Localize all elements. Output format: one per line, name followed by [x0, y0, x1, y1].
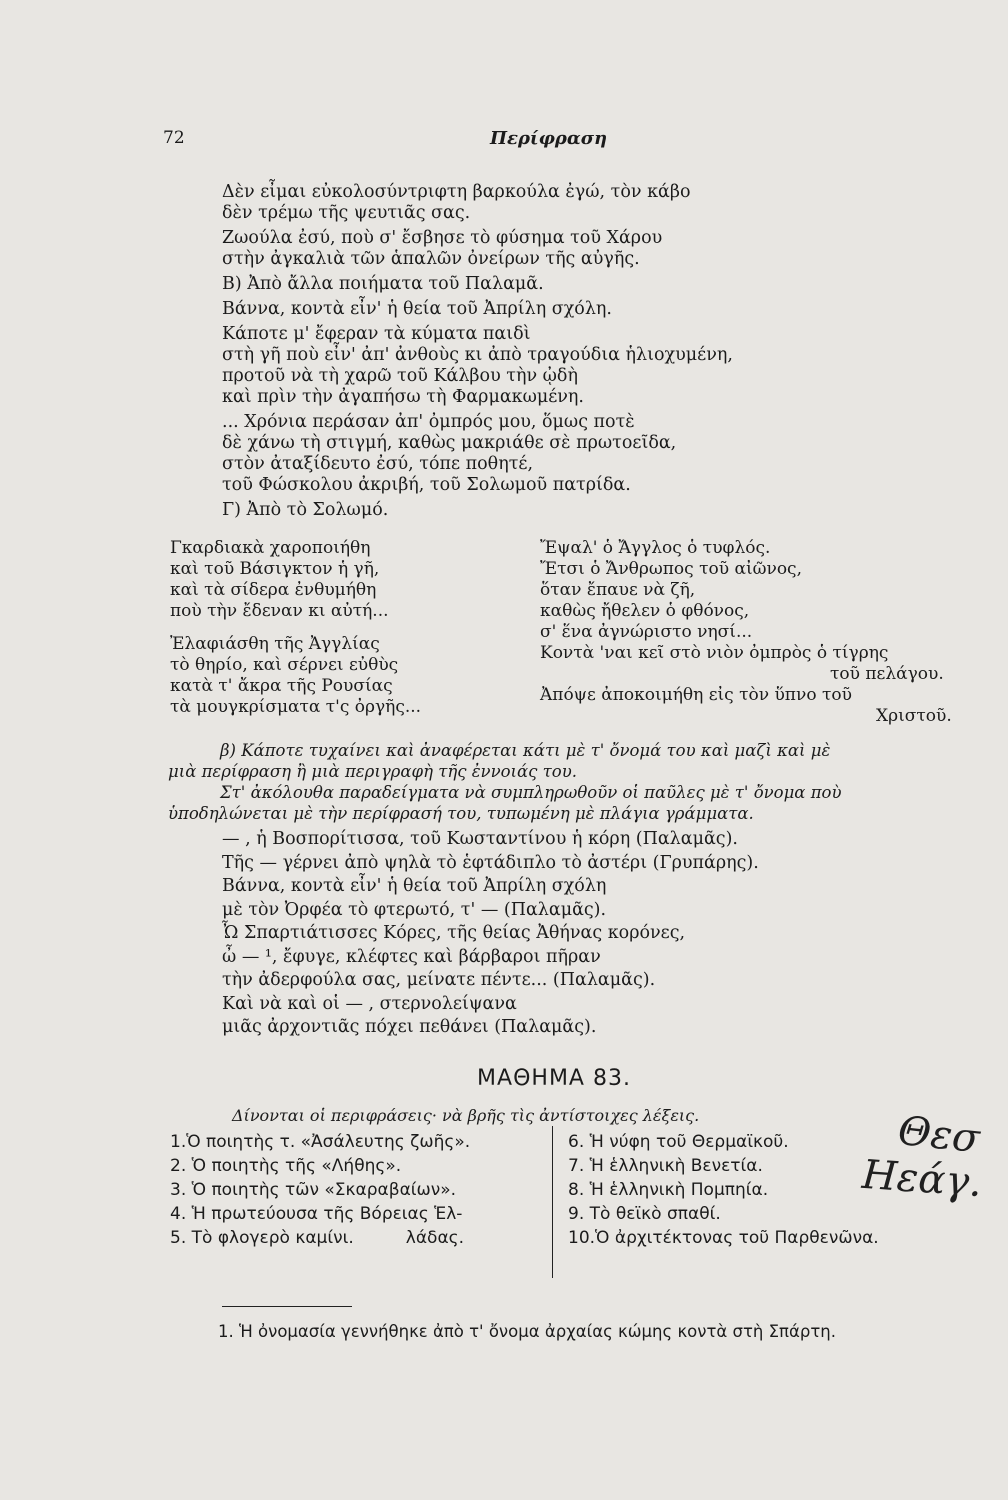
- verse-line: Κοντὰ 'ναι κεῖ στὸ νιὸν ὀμπρὸς ὁ τίγρης: [540, 643, 889, 663]
- verse-line: Ἔψαλ' ὁ Ἄγγλος ὁ τυφλός.: [540, 538, 771, 558]
- example-line: ὦ — ¹, ἔφυγε, κλέφτες καὶ βάρβαροι πῆραν: [222, 946, 601, 967]
- verse-line: Βάννα, κοντὰ εἶν' ἡ θεία τοῦ Ἀπρίλη σχόλη.: [222, 299, 612, 319]
- lesson-instruction: Δίνονται οἱ περιφράσεις· νὰ βρῆς τὶς ἀντίστοιχες λέξεις.: [232, 1106, 700, 1125]
- verse-line: καὶ τοῦ Βάσιγκτον ἡ γῆ,: [170, 559, 380, 579]
- paragraph-line: β) Κάποτε τυχαίνει καὶ ἀναφέρεται κάτι μὲ τ' ὄνομά του καὶ μαζὶ καὶ μὲ: [220, 741, 831, 760]
- verse-line: τὸ θηρίο, καὶ σέρνει εὐθὺς: [170, 655, 399, 675]
- paragraph-line: ὑποδηλώνεται μὲ τὴν περίφρασή του, τυπωμένη μὲ πλάγια γράμματα.: [168, 804, 754, 823]
- page-number: 72: [163, 128, 185, 148]
- exercise-left-list: [170, 1130, 470, 1250]
- verse-line: ποὺ τὴν ἔδεναν κι αὐτή...: [170, 601, 389, 621]
- example-line: Βάννα, κοντὰ εἶν' ἡ θεία τοῦ Ἀπρίλη σχόλη: [222, 876, 607, 896]
- lesson-title: ΜΑΘΗΜΑ 83.: [477, 1066, 631, 1091]
- verse-line: καὶ τὰ σίδερα ἐνθυμήθη: [170, 580, 377, 600]
- exercise-item: 4. Ἡ πρωτεύουσα τῆς Βόρειας Ἑλ-: [170, 1204, 463, 1224]
- verse-line: κατὰ τ' ἄκρα τῆς Ρουσίας: [170, 676, 393, 696]
- verse-line: Κάποτε μ' ἔφεραν τὰ κύματα παιδὶ: [222, 324, 531, 344]
- verse-line: προτοῦ νὰ τὴ χαρῶ τοῦ Κάλβου τὴν ᾠδὴ: [222, 366, 578, 386]
- exercise-item: 7. Ἡ ἑλληνικὴ Βενετία.: [568, 1156, 763, 1176]
- footnote: 1. Ἡ ὀνομασία γεννήθηκε ἀπὸ τ' ὄνομα ἀρχαίας κώμης κοντὰ στὴ Σπάρτη.: [218, 1322, 836, 1341]
- column-divider: [552, 1126, 553, 1278]
- section-heading: Γ) Ἀπὸ τὸ Σολωμό.: [222, 500, 389, 520]
- exercise-item: 1.Ὁ ποιητὴς τ. «Ἀσάλευτης ζωῆς».: [170, 1132, 471, 1152]
- verse-line: Ἀπόψε ἀποκοιμήθη εἰς τὸν ὕπνο τοῦ: [540, 685, 852, 705]
- intro-verses: [222, 182, 733, 521]
- verse-line: Ἔτσι ὁ Ἄνθρωπος τοῦ αἰῶνος,: [540, 559, 802, 579]
- section-b-paragraph: [168, 740, 958, 824]
- exercise-item: 3. Ὁ ποιητὴς τῶν «Σκαραβαίων».: [170, 1180, 457, 1200]
- exercise-item: 5. Τὸ φλογερὸ καμίνι. λάδας.: [170, 1228, 465, 1248]
- solomos-right-column: [540, 538, 952, 727]
- solomos-left-column: [170, 538, 421, 718]
- handwritten-note: Θεσ: [895, 1107, 982, 1163]
- exercise-item: 2. Ὁ ποιητὴς τῆς «Λήθης».: [170, 1156, 402, 1176]
- running-title: Περίφραση: [490, 128, 608, 149]
- verse-line: Ἐλαφιάσθη τῆς Ἀγγλίας: [170, 634, 380, 654]
- exercise-item: 6. Ἡ νύφη τοῦ Θερμαϊκοῦ.: [568, 1132, 789, 1152]
- examples-block: [222, 828, 759, 1040]
- verse-line: σ' ἕνα ἀγνώριστο νησί...: [540, 622, 753, 642]
- exercise-item: 9. Τὸ θεϊκὸ σπαθί.: [568, 1204, 721, 1224]
- example-line: — , ἡ Βοσπορίτισσα, τοῦ Κωσταντίνου ἡ κόρη (Παλαμᾶς).: [222, 829, 738, 849]
- exercise-right-list: [568, 1130, 879, 1250]
- verse-line: δὲν τρέμω τῆς ψευτιᾶς σας.: [222, 203, 471, 223]
- lesson-title-row: [0, 1066, 1008, 1091]
- verse-line: δὲ χάνω τὴ στιγμή, καθὼς μακριάθε σὲ πρωτοεῖδα,: [222, 433, 677, 453]
- paragraph-line: Στ' ἀκόλουθα παραδείγματα νὰ συμπληρωθοῦν οἱ παῦλες μὲ τ' ὄνομα ποὺ: [220, 783, 842, 802]
- verse-line: ὅταν ἔπαυε νὰ ζῆ,: [540, 580, 696, 600]
- verse-line: στὴν ἀγκαλιὰ τῶν ἁπαλῶν ὀνείρων τῆς αὐγῆς.: [222, 249, 640, 269]
- verse-line: στὴ γῆ ποὺ εἶν' ἀπ' ἀνθοὺς κι ἀπὸ τραγούδια ἡλιοχυμένη,: [222, 345, 733, 365]
- verse-line: στὸν ἀταξίδευτο ἐσύ, τόπε ποθητέ,: [222, 454, 534, 474]
- footnote-rule: [222, 1306, 352, 1307]
- handwritten-note: Ηεάγ.: [860, 1151, 984, 1207]
- example-line: Καὶ νὰ καὶ οἱ — , στερνολείψανα: [222, 993, 517, 1014]
- verse-line: ... Χρόνια περάσαν ἀπ' ὀμπρός μου, ὅμως ποτὲ: [222, 412, 635, 432]
- verse-line: τὰ μουγκρίσματα τ'ς ὀργῆς...: [170, 697, 422, 717]
- verse-line: καὶ πρὶν τὴν ἀγαπήσω τὴ Φαρμακωμένη.: [222, 387, 584, 407]
- verse-line: καθὼς ἤθελεν ὁ φθόνος,: [540, 601, 750, 621]
- verse-line: τοῦ Φώσκολου ἀκριβή, τοῦ Σολωμοῦ πατρίδα.: [222, 475, 631, 495]
- example-line: μὲ τὸν Ὀρφέα τὸ φτερωτό, τ' — (Παλαμᾶς).: [222, 899, 607, 920]
- verse-line: Γκαρδιακὰ χαροποιήθη: [170, 538, 371, 558]
- section-heading: Β) Ἀπὸ ἄλλα ποιήματα τοῦ Παλαμᾶ.: [222, 274, 544, 294]
- exercise-item: 10.Ὁ ἀρχιτέκτονας τοῦ Παρθενῶνα.: [568, 1228, 879, 1248]
- example-line: τὴν ἀδερφούλα σας, μείνατε πέντε... (Παλαμᾶς).: [222, 970, 656, 990]
- paragraph-line: μιὰ περίφραση ἢ μιὰ περιγραφὴ τῆς ἐννοιάς του.: [168, 762, 577, 781]
- verse-line: Δὲν εἶμαι εὐκολοσύντριφτη βαρκούλα ἐγώ, τὸν κάβο: [222, 182, 691, 202]
- verse-line: τοῦ πελάγου.: [830, 664, 944, 684]
- exercise-item: 8. Ἡ ἑλληνικὴ Πομπηία.: [568, 1180, 769, 1200]
- verse-line: Χριστοῦ.: [876, 706, 952, 726]
- verse-line: Ζωούλα ἐσύ, ποὺ σ' ἔσβησε τὸ φύσημα τοῦ Χάρου: [222, 228, 663, 248]
- example-line: Τῆς — γέρνει ἀπὸ ψηλὰ τὸ ἑφτάδιπλο τὸ ἀστέρι (Γρυπάρης).: [222, 852, 759, 873]
- example-line: Ὦ Σπαρτιάτισσες Κόρες, τῆς θείας Ἀθήνας κορόνες,: [222, 923, 686, 943]
- example-line: μιᾶς ἀρχοντιᾶς πόχει πεθάνει (Παλαμᾶς).: [222, 1017, 597, 1037]
